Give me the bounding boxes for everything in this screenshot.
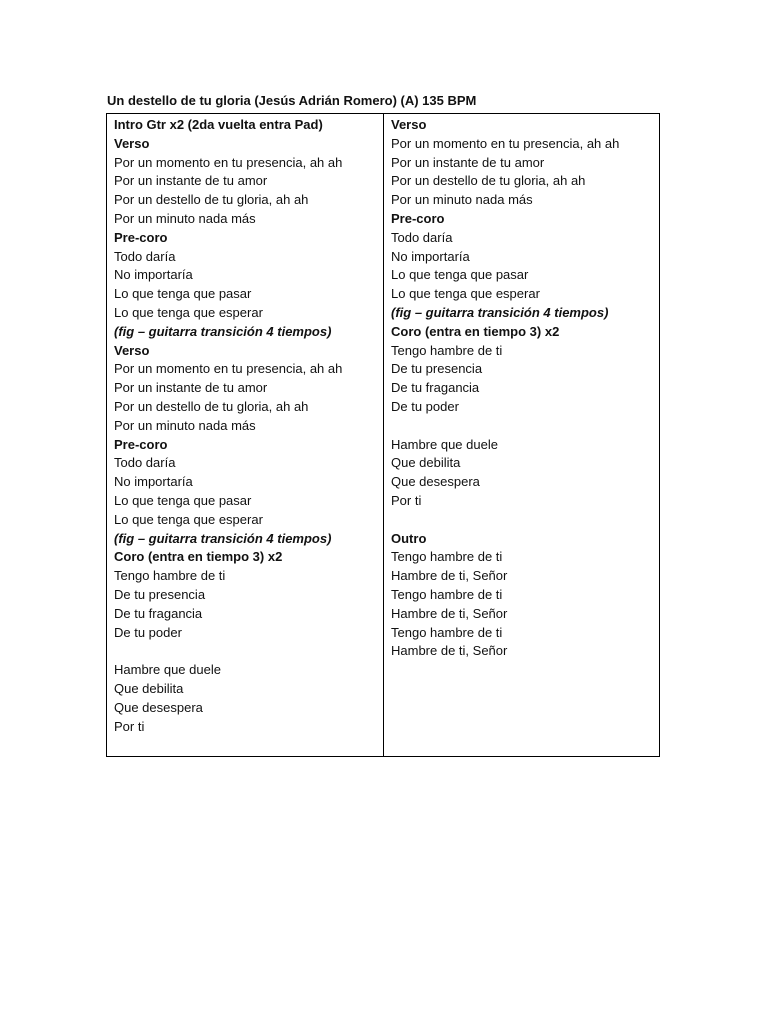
lyric-line: Tengo hambre de ti — [391, 624, 503, 640]
lyric-line: Todo daría — [391, 229, 453, 245]
lyric-line: Que desespera — [114, 699, 203, 715]
lyric-line: Lo que tenga que pasar — [114, 492, 252, 508]
lyric-line: De tu presencia — [391, 361, 483, 377]
section-heading: Pre-coro — [391, 210, 445, 226]
lyric-line: Por un instante de tu amor — [391, 154, 545, 170]
lyric-line: De tu poder — [114, 624, 182, 640]
lyric-line: Hambre que duele — [114, 662, 221, 678]
lyric-line: Lo que tenga que esperar — [114, 304, 263, 320]
lyric-line: Lo que tenga que esperar — [114, 511, 263, 527]
lyrics-column-left — [107, 114, 384, 756]
lyric-line: Por un momento en tu presencia, ah ah — [114, 361, 343, 377]
lyric-line: Todo daría — [114, 248, 176, 264]
lyric-line: Tengo hambre de ti — [391, 586, 503, 602]
lyric-line: No importaría — [114, 267, 193, 283]
lyric-line: Por un minuto nada más — [114, 417, 256, 433]
lyrics-table — [106, 113, 660, 757]
lyric-line: Por un minuto nada más — [114, 210, 256, 226]
lyric-line: Lo que tenga que pasar — [114, 286, 252, 302]
lyric-line: Lo que tenga que pasar — [391, 267, 529, 283]
lyric-line: Por ti — [391, 492, 422, 508]
section-heading: Verso — [114, 135, 150, 151]
lyric-line: Hambre de ti, Señor — [391, 568, 508, 584]
lyric-line: Que desespera — [391, 474, 480, 490]
lyric-line: De tu poder — [391, 398, 459, 414]
lyric-line: Tengo hambre de ti — [391, 342, 503, 358]
lyric-line: Hambre que duele — [391, 436, 498, 452]
section-heading: Pre-coro — [114, 229, 168, 245]
arrangement-note: (fig – guitarra transición 4 tiempos) — [114, 323, 332, 339]
lyric-line: Por ti — [114, 718, 145, 734]
lyric-line: De tu presencia — [114, 586, 206, 602]
lyric-line: Que debilita — [391, 455, 461, 471]
section-heading: Intro Gtr x2 (2da vuelta entra Pad) — [114, 117, 323, 132]
lyric-line: Lo que tenga que esperar — [391, 286, 540, 302]
lyric-line: Por un momento en tu presencia, ah ah — [391, 135, 620, 151]
lyric-line: Todo daría — [114, 455, 176, 471]
lyric-line: De tu fragancia — [391, 380, 480, 396]
lyric-line: Tengo hambre de ti — [114, 568, 226, 584]
blank-line — [391, 511, 659, 530]
lyric-line: Por un instante de tu amor — [114, 380, 268, 396]
lyrics-column-right — [384, 114, 659, 756]
section-heading: Coro (entra en tiempo 3) x2 — [391, 323, 560, 339]
lyric-line: Hambre de ti, Señor — [391, 605, 508, 621]
section-heading: Coro (entra en tiempo 3) x2 — [114, 549, 283, 565]
section-heading: Verso — [114, 342, 150, 358]
lyric-line: Por un destello de tu gloria, ah ah — [114, 192, 309, 208]
lyric-line: Tengo hambre de ti — [391, 549, 503, 565]
lyric-line: No importaría — [114, 474, 193, 490]
lyric-line: Hambre de ti, Señor — [391, 643, 508, 659]
section-heading: Outro — [391, 530, 427, 546]
lyric-line: Por un instante de tu amor — [114, 173, 268, 189]
section-heading: Verso — [391, 117, 427, 132]
lyric-line: Por un momento en tu presencia, ah ah — [114, 154, 343, 170]
document-title: Un destello de tu gloria (Jesús Adrián Romero) (A) 135 BPM — [107, 93, 477, 108]
section-heading: Pre-coro — [114, 436, 168, 452]
lyric-line: No importaría — [391, 248, 470, 264]
blank-line — [391, 417, 659, 436]
lyric-line: Por un destello de tu gloria, ah ah — [391, 173, 586, 189]
lyric-line: Por un destello de tu gloria, ah ah — [114, 398, 309, 414]
blank-line — [114, 642, 383, 661]
lyric-line: Por un minuto nada más — [391, 192, 533, 208]
lyric-line: Que debilita — [114, 680, 184, 696]
lyric-line: De tu fragancia — [114, 605, 203, 621]
arrangement-note: (fig – guitarra transición 4 tiempos) — [114, 530, 332, 546]
arrangement-note: (fig – guitarra transición 4 tiempos) — [391, 304, 609, 320]
